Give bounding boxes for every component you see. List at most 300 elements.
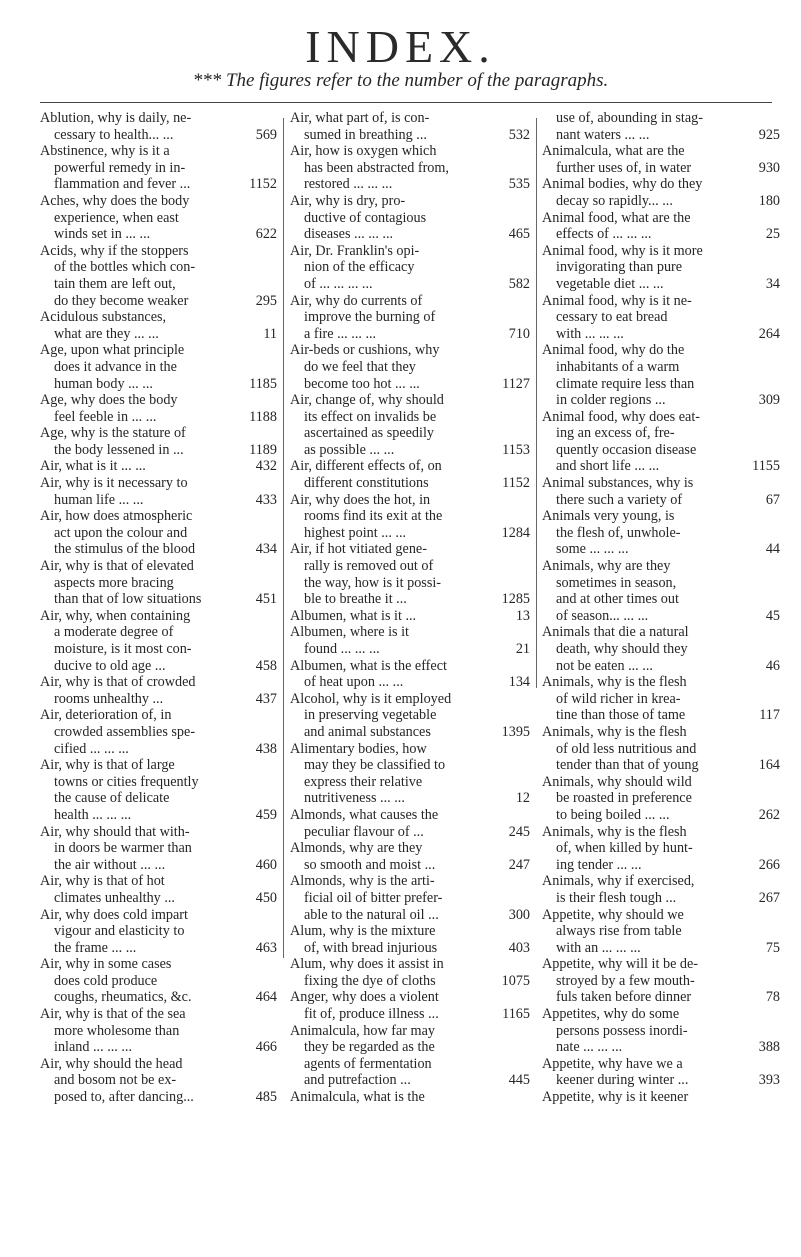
index-line-text: ficial oil of bitter prefer- [304,889,443,906]
index-line [290,890,530,907]
index-line [40,757,277,774]
index-line [40,956,277,973]
index-line [542,541,780,558]
index-line [290,475,530,492]
index-line [40,575,277,592]
index-line-text: inland ... ... ... [54,1039,133,1056]
paragraph-number: 569 [255,126,277,143]
index-line-text: Animal food, why is it more [542,242,703,259]
index-line [40,658,277,675]
index-line-text: human body ... ... [54,375,153,392]
index-line-text: Air, why is that of large [40,757,175,774]
index-line [542,210,780,227]
index-line-text: some ... ... ... [556,541,629,558]
index-line-text: nant waters ... ... [556,126,650,143]
index-line-text: act upon the colour and [54,524,188,541]
index-line [40,807,277,824]
paragraph-number: 485 [255,1089,277,1106]
index-line [542,458,780,475]
paragraph-number: 247 [508,856,530,873]
index-line [290,458,530,475]
paragraph-number: 13 [515,607,530,624]
index-line-text: Air, why is dry, pro- [290,192,406,209]
index-line [542,442,780,459]
index-line [290,989,530,1006]
index-line-text: the body lessened in ... [54,441,184,458]
index-line-text: Appetite, why have we a [542,1055,683,1072]
index-line-text: Acidulous substances, [40,309,167,326]
index-line [290,558,530,575]
index-line-text: Air, if hot vitiated gene- [290,541,427,558]
index-line [40,1023,277,1040]
index-note: *** The figures refer to the number of the paragraphs. [192,70,609,91]
index-line-text: found ... ... ... [304,641,380,657]
index-line-text: nate ... ... ... [556,1039,623,1056]
index-line [40,143,277,160]
index-line [290,342,530,359]
index-line [40,1089,277,1106]
index-line [40,591,277,608]
index-line [40,160,277,177]
paragraph-number: 1189 [249,441,277,458]
paragraph-number: 267 [758,889,780,906]
index-line-text: decay so rapidly... ... [556,192,673,209]
paragraph-number: 46 [765,657,780,674]
index-line [290,658,530,675]
index-line [40,127,277,144]
index-line [40,276,277,293]
index-line-text: with an ... ... ... [556,939,641,956]
index-line [40,176,277,193]
paragraph-number: 466 [255,1039,277,1056]
index-line [40,1006,277,1023]
index-line-text: ble to breathe it ... [304,591,407,608]
index-line [542,774,780,791]
index-line [542,276,780,293]
index-line [542,691,780,708]
index-line-text: towns or cities frequently [54,773,199,790]
index-line-text: stroyed by a few mouth- [556,972,695,989]
index-line-text: always rise from table [556,923,682,940]
index-line [542,707,780,724]
index-line-text: of season... ... ... [556,607,649,624]
paragraph-number: 25 [765,226,780,243]
index-line [542,309,780,326]
paragraph-number: 459 [255,806,277,823]
index-line-text: keener during winter ... [556,1072,689,1089]
index-line-text: cessary to health... ... [54,126,174,143]
index-line [290,591,530,608]
index-line [40,475,277,492]
index-line-text: fit of, produce illness ... [304,1006,439,1023]
paragraph-number: 1188 [249,408,277,425]
index-line [40,1039,277,1056]
index-line [40,774,277,791]
paragraph-number: 930 [758,159,780,176]
index-line-text: Air, why, when containing [40,607,191,624]
index-line [290,160,530,177]
index-line [290,492,530,509]
index-line [542,973,780,990]
index-line-text: Air, why does cold impart [40,906,188,923]
index-line-text: in preserving vegetable [304,707,437,724]
index-column-3 [542,110,780,1106]
index-line-text: persons possess inordi- [556,1022,688,1039]
index-line [290,425,530,442]
index-line [290,973,530,990]
index-line [290,807,530,824]
index-line [542,160,780,177]
index-line-text: the flesh of, unwhole- [556,524,681,541]
paragraph-number: 434 [255,541,277,558]
index-line-text: Appetites, why do some [542,1006,680,1023]
index-line [542,956,780,973]
index-line-text: Air, how does atmospheric [40,508,193,525]
index-line [542,110,780,127]
index-line-text: does it advance in the [54,358,177,375]
index-line [40,691,277,708]
index-line-text: aspects more bracing [54,574,174,591]
index-line-text: Air-beds or cushions, why [290,342,440,359]
index-line [542,658,780,675]
paragraph-number: 1075 [501,972,530,989]
index-line [40,840,277,857]
paragraph-number: 445 [508,1072,530,1089]
index-line-text: rally is removed out of [304,558,434,575]
index-line-text: inhabitants of a warm [556,358,680,375]
index-line-text: Almonds, why is the arti- [290,873,435,890]
index-line-text: different constitutions [304,475,429,492]
index-line [40,342,277,359]
index-line-text: Age, why does the body [40,392,178,409]
paragraph-number: 21 [515,641,530,657]
index-line [40,326,277,343]
index-line [290,840,530,857]
index-line [290,741,530,758]
index-line [40,226,277,243]
index-line [40,907,277,924]
paragraph-number: 463 [255,939,277,956]
index-line-text: Albumen, what is the effect [290,657,447,674]
index-line-text: feel feeble in ... ... [54,408,157,425]
paragraph-number: 622 [255,226,277,243]
index-line [290,707,530,724]
paragraph-number: 75 [765,939,780,956]
index-line [542,342,780,359]
index-line [290,226,530,243]
index-line [40,940,277,957]
index-line-text: and bosom not be ex- [54,1072,177,1089]
index-line [542,857,780,874]
index-line-text: Air, why in some cases [40,956,172,973]
index-line-text: Albumen, what is it ... [290,607,417,624]
index-line-text: cified ... ... ... [54,740,129,757]
index-column-2 [290,110,530,1106]
index-line [40,359,277,376]
index-line-text: of ... ... ... ... [304,275,373,292]
paragraph-number: 309 [758,392,780,409]
index-line [40,890,277,907]
index-line-text: peculiar flavour of ... [304,823,424,840]
index-line [542,492,780,509]
index-line-text: they be regarded as the [304,1039,435,1056]
index-line-text: as possible ... ... [304,441,395,458]
index-line [542,575,780,592]
index-line [290,907,530,924]
index-line-text: Animals that die a natural [542,624,689,641]
index-line [290,409,530,426]
index-line-text: Air, why should the head [40,1055,183,1072]
index-line-text: winds set in ... ... [54,226,151,243]
index-line-text: agents of fermentation [304,1055,432,1072]
index-line-text: not be eaten ... ... [556,657,653,674]
index-line-text: climates unhealthy ... [54,889,175,906]
index-line-text: the cause of delicate [54,790,170,807]
index-line [542,591,780,608]
index-line [542,873,780,890]
index-line-text: fuls taken before dinner [556,989,692,1006]
index-line-text: of, when killed by hunt- [556,840,693,857]
index-line-text: invigorating than pure [556,259,683,276]
index-line [542,1006,780,1023]
index-line-text: ing an excess of, fre- [556,425,675,442]
index-line-text: sometimes in season, [556,574,677,591]
index-line-text: Air, what part of, is con- [290,110,430,126]
index-line-text: what are they ... ... [54,325,159,342]
index-line-text: Air, change of, why should [290,392,444,409]
index-line-text: Alum, why is the mixture [290,923,436,940]
paragraph-number: 164 [758,757,780,774]
index-line-text: do we feel that they [304,358,416,375]
paragraph-number: 1185 [249,375,277,392]
index-line-text: and animal substances [304,723,431,740]
index-line-text: to being boiled ... ... [556,806,670,823]
index-line-text: Alum, why does it assist in [290,956,444,973]
index-line-text: in doors be warmer than [54,840,192,857]
index-line [542,293,780,310]
index-line [542,127,780,144]
index-line-text: there such a variety of [556,491,683,508]
index-line-text: Alimentary bodies, how [290,740,427,757]
paragraph-number: 1127 [502,375,530,392]
index-line-text: Air, how is oxygen which [290,143,437,160]
index-line [290,724,530,741]
index-line [40,989,277,1006]
paragraph-number: 245 [508,823,530,840]
index-line [290,790,530,807]
index-line-text: of the bottles which con- [54,259,196,276]
index-line-text: of wild richer in krea- [556,690,681,707]
index-line-text: crowded assemblies spe- [54,723,196,740]
index-line [542,259,780,276]
paragraph-number: 438 [255,740,277,757]
index-line [290,641,530,658]
index-line [542,376,780,393]
index-line [542,475,780,492]
index-line-text: tender than that of young [556,757,699,774]
index-line-text: a fire ... ... ... [304,325,377,342]
paragraph-number: 388 [758,1039,780,1056]
index-line [40,824,277,841]
index-line-text: ing tender ... ... [556,856,642,873]
index-line-text: Animals, why is the flesh [542,723,687,740]
index-line [542,1039,780,1056]
index-line [40,376,277,393]
index-line [40,741,277,758]
index-line [542,359,780,376]
index-line-text: vegetable diet ... ... [556,275,664,292]
index-line [290,873,530,890]
index-line [542,425,780,442]
index-line [290,923,530,940]
index-line [290,1023,530,1040]
index-line [40,458,277,475]
index-line-text: Animals, why are they [542,558,671,575]
index-line-text: ducive to old age ... [54,657,166,674]
index-line-text: health ... ... ... [54,806,132,823]
index-line [542,508,780,525]
index-line-text: the way, how is it possi- [304,574,442,591]
index-line [290,326,530,343]
index-line-text: ductive of contagious [304,209,427,226]
index-line-text: death, why should they [556,641,688,657]
index-line-text: Air, why is that of the sea [40,1006,186,1023]
index-line [290,508,530,525]
index-line-text: ascertained as speedily [304,425,434,442]
index-line-text: become too hot ... ... [304,375,420,392]
index-line-text: its effect on invalids be [304,408,437,425]
index-line [290,293,530,310]
index-line-text: so smooth and moist ... [304,856,436,873]
index-line-text: climate require less than [556,375,695,392]
index-line-text: has been abstracted from, [304,159,449,176]
index-line-text: more wholesome than [54,1022,180,1039]
index-line-text: Air, what is it ... ... [40,458,146,475]
index-line-text: able to the natural oil ... [304,906,439,923]
index-line [542,807,780,824]
index-line [40,641,277,658]
index-line [40,624,277,641]
index-line [40,508,277,525]
index-line [542,989,780,1006]
index-line [542,824,780,841]
index-line [542,409,780,426]
index-line [542,243,780,260]
header-rule [40,102,772,103]
paragraph-number: 465 [508,226,530,243]
index-line-text: powerful remedy in in- [54,159,186,176]
index-line-text: the frame ... ... [54,939,137,956]
index-line-text: tine than those of tame [556,707,686,724]
index-line [542,940,780,957]
index-line [542,525,780,542]
paragraph-number: 1284 [501,524,530,541]
index-line-text: rooms unhealthy ... [54,690,164,707]
index-line-text: than that of low situations [54,591,202,608]
index-line [40,442,277,459]
index-line [542,790,780,807]
index-line-text: Animal food, why does eat- [542,408,700,425]
paragraph-number: 300 [508,906,530,923]
index-line-text: Abstinence, why is it a [40,143,170,160]
index-line [40,309,277,326]
index-line [290,674,530,691]
index-line [40,492,277,509]
column-divider [283,118,284,958]
index-line [40,790,277,807]
index-line [290,608,530,625]
paragraph-number: 45 [765,607,780,624]
paragraph-number: 44 [765,541,780,558]
index-line [542,741,780,758]
index-line [40,923,277,940]
paragraph-number: 532 [508,126,530,143]
index-line-text: express their relative [304,773,423,790]
index-line-text: may they be classified to [304,757,446,774]
index-line-text: Air, why do currents of [290,292,423,309]
index-line-text: Appetite, why is it keener [542,1089,689,1106]
index-line-text: experience, when east [54,209,179,226]
index-line-text: Animalcula, what are the [542,143,685,160]
paragraph-number: 1165 [502,1006,530,1023]
index-line [542,193,780,210]
index-line [290,824,530,841]
index-line [40,541,277,558]
index-line-text: Air, why is that of crowded [40,674,196,691]
index-line-text: Animals, why should wild [542,773,692,790]
index-line-text: Animals, why is the flesh [542,674,687,691]
paragraph-number: 535 [508,176,530,193]
paragraph-number: 1285 [501,591,530,608]
index-line-text: of old less nutritious and [556,740,697,757]
index-line-text: restored ... ... ... [304,176,393,193]
paragraph-number: 451 [255,591,277,608]
index-line [290,541,530,558]
paragraph-number: 295 [255,292,277,309]
index-line [290,127,530,144]
index-line [542,392,780,409]
paragraph-number: 266 [758,856,780,873]
index-line [542,1023,780,1040]
paragraph-number: 437 [255,690,277,707]
index-line-text: nion of the efficacy [304,259,415,276]
index-line [542,890,780,907]
index-line [290,1072,530,1089]
index-line [40,525,277,542]
index-line [40,193,277,210]
paragraph-number: 710 [508,325,530,342]
index-line-text: tain them are left out, [54,275,176,292]
index-line [290,1056,530,1073]
index-line [542,1056,780,1073]
index-line [290,956,530,973]
index-line [542,624,780,641]
index-line-text: Animalcula, what is the [290,1089,425,1106]
index-line-text: Air, Dr. Franklin's opi- [290,242,420,259]
index-line-text: do they become weaker [54,292,189,309]
index-line [40,243,277,260]
index-line-text: vigour and elasticity to [54,923,185,940]
index-line [542,143,780,160]
paragraph-number: 460 [255,856,277,873]
index-line [290,392,530,409]
index-line [290,442,530,459]
index-line-text: improve the burning of [304,309,436,326]
index-line [542,226,780,243]
index-line-text: moisture, is it most con- [54,641,192,657]
index-line-text: and putrefaction ... [304,1072,411,1089]
index-line [542,1072,780,1089]
